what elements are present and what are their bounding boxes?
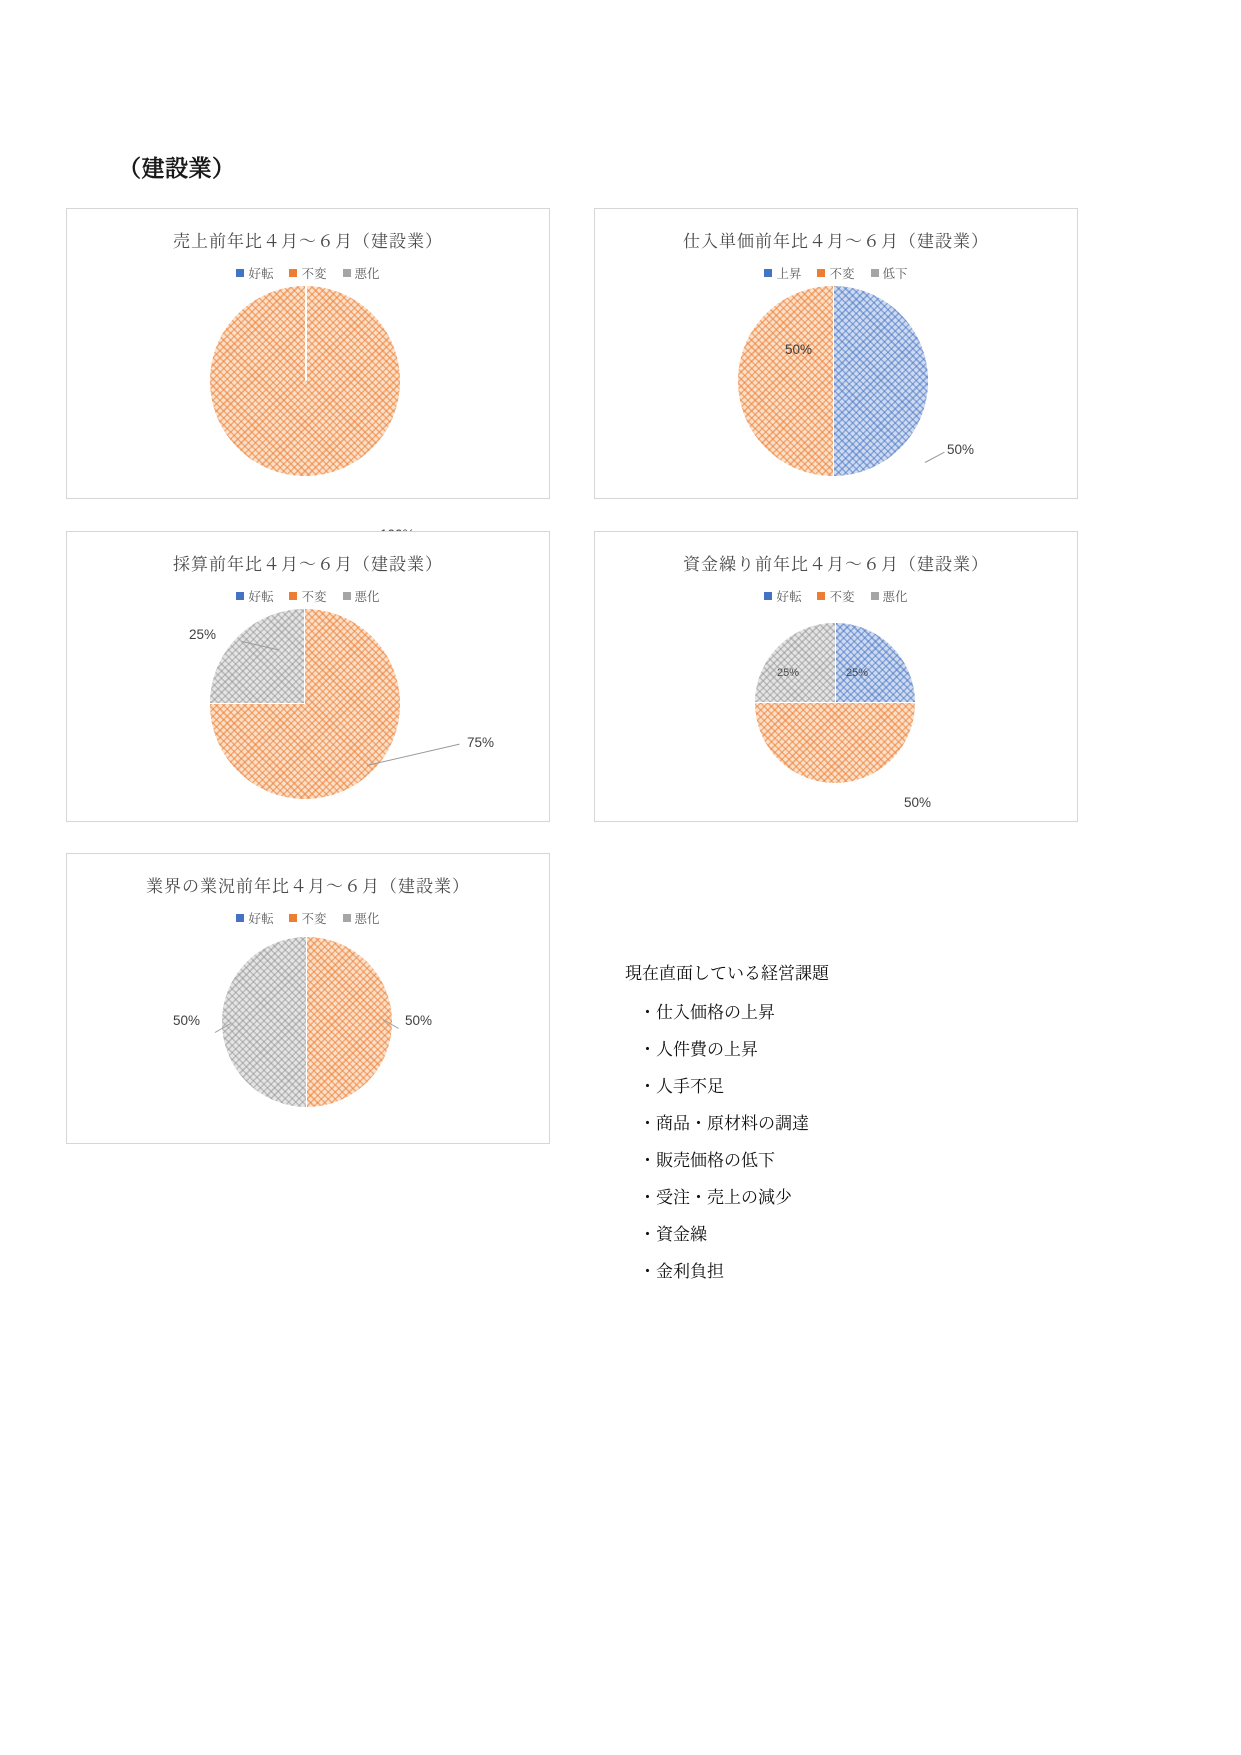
issue-item: ・商品・原材料の調達	[639, 1114, 809, 1133]
legend-label: 好転	[248, 590, 274, 604]
page-title: （建設業）	[118, 155, 236, 181]
legend-label: 不変	[829, 267, 855, 281]
legend-swatch-icon	[289, 592, 297, 600]
legend-label: 好転	[248, 912, 274, 926]
pie-slice-joushou	[833, 286, 928, 476]
pie-start-divider	[305, 286, 307, 381]
chart-title-purchase-price: 仕入単価前年比４月～６月（建設業）	[683, 232, 989, 251]
legend-swatch-icon	[871, 592, 879, 600]
pie-area-cashflow	[595, 605, 1077, 835]
legend-label: 不変	[301, 912, 327, 926]
legend-label: 上昇	[776, 267, 802, 281]
chart-title-profitability: 採算前年比４月～６月（建設業）	[173, 555, 443, 574]
issues-heading: 現在直面している経営課題	[625, 964, 829, 983]
legend-item-0	[236, 909, 273, 927]
legend-label: 不変	[301, 590, 327, 604]
legend-swatch-icon	[236, 269, 244, 277]
legend-swatch-icon	[764, 592, 772, 600]
chart-card-purchase-price	[594, 208, 1078, 499]
legend-item-0	[764, 587, 801, 605]
legend-label: 不変	[301, 267, 327, 281]
issue-item: ・受注・売上の減少	[639, 1188, 792, 1207]
pie-label-left-50: 50%	[785, 342, 813, 357]
issue-item: ・金利負担	[639, 1262, 724, 1281]
chart-card-cashflow	[594, 531, 1078, 822]
chart-card-industry-conditions	[66, 853, 550, 1144]
chart-legend-sales	[67, 264, 549, 282]
chart-title-industry-conditions: 業界の業況前年比４月～６月（建設業）	[146, 877, 470, 896]
pie-slice-akka	[210, 609, 305, 704]
legend-item-0	[236, 587, 273, 605]
pie-label-right-50: 50%	[947, 442, 975, 457]
legend-item-2	[871, 264, 908, 282]
pie-area-purchase-price	[595, 282, 1077, 512]
legend-swatch-icon	[289, 269, 297, 277]
legend-label: 不変	[829, 590, 855, 604]
legend-label: 好転	[776, 590, 802, 604]
legend-label: 悪化	[354, 590, 380, 604]
management-issues-list	[625, 955, 829, 1290]
legend-label: 悪化	[354, 912, 380, 926]
legend-swatch-icon	[871, 269, 879, 277]
chart-title-sales: 売上前年比４月～６月（建設業）	[173, 232, 443, 251]
pie-label-left-50: 50%	[173, 1013, 201, 1028]
legend-item-0	[236, 264, 273, 282]
issue-item: ・資金繰	[639, 1225, 707, 1244]
issue-item: ・販売価格の低下	[639, 1151, 775, 1170]
legend-swatch-icon	[817, 269, 825, 277]
chart-legend-cashflow	[595, 587, 1077, 605]
pie-slice-akka	[755, 623, 835, 703]
pie-label-75: 75%	[467, 735, 495, 750]
legend-item-1	[289, 587, 326, 605]
pie-area-industry-conditions	[67, 927, 549, 1157]
legend-label: 悪化	[354, 267, 380, 281]
legend-item-1	[817, 264, 854, 282]
legend-item-2	[343, 587, 380, 605]
pie-label-kouten-25: 25%	[846, 667, 869, 679]
legend-item-1	[289, 264, 326, 282]
pie-label-fuhen-50: 50%	[904, 795, 932, 810]
legend-swatch-icon	[817, 592, 825, 600]
legend-label: 低下	[882, 267, 908, 281]
pie-area-sales	[67, 282, 549, 512]
legend-label: 好転	[248, 267, 274, 281]
chart-card-sales	[66, 208, 550, 499]
pie-slice-akka	[222, 937, 307, 1107]
legend-item-2	[871, 587, 908, 605]
chart-legend-profitability	[67, 587, 549, 605]
legend-swatch-icon	[289, 914, 297, 922]
legend-item-1	[289, 909, 326, 927]
leader-line	[925, 452, 945, 463]
legend-item-0	[764, 264, 801, 282]
pie-slice-kouten	[835, 623, 915, 703]
legend-swatch-icon	[343, 592, 351, 600]
pie-label-right-50: 50%	[405, 1013, 433, 1028]
legend-swatch-icon	[343, 914, 351, 922]
chart-legend-industry-conditions	[67, 909, 549, 927]
chart-title-cashflow: 資金繰り前年比４月～６月（建設業）	[683, 555, 989, 574]
legend-swatch-icon	[236, 914, 244, 922]
issue-item: ・人件費の上昇	[639, 1040, 758, 1059]
legend-item-2	[343, 909, 380, 927]
legend-swatch-icon	[236, 592, 244, 600]
chart-card-profitability	[66, 531, 550, 822]
legend-item-2	[343, 264, 380, 282]
issue-item: ・人手不足	[639, 1077, 724, 1096]
legend-swatch-icon	[343, 269, 351, 277]
pie-label-akka-25: 25%	[777, 667, 800, 679]
pie-area-profitability	[67, 605, 549, 835]
legend-label: 悪化	[882, 590, 908, 604]
chart-legend-purchase-price	[595, 264, 1077, 282]
issue-item: ・仕入価格の上昇	[639, 1003, 775, 1022]
pie-label-25: 25%	[189, 627, 217, 642]
legend-swatch-icon	[764, 269, 772, 277]
legend-item-1	[817, 587, 854, 605]
